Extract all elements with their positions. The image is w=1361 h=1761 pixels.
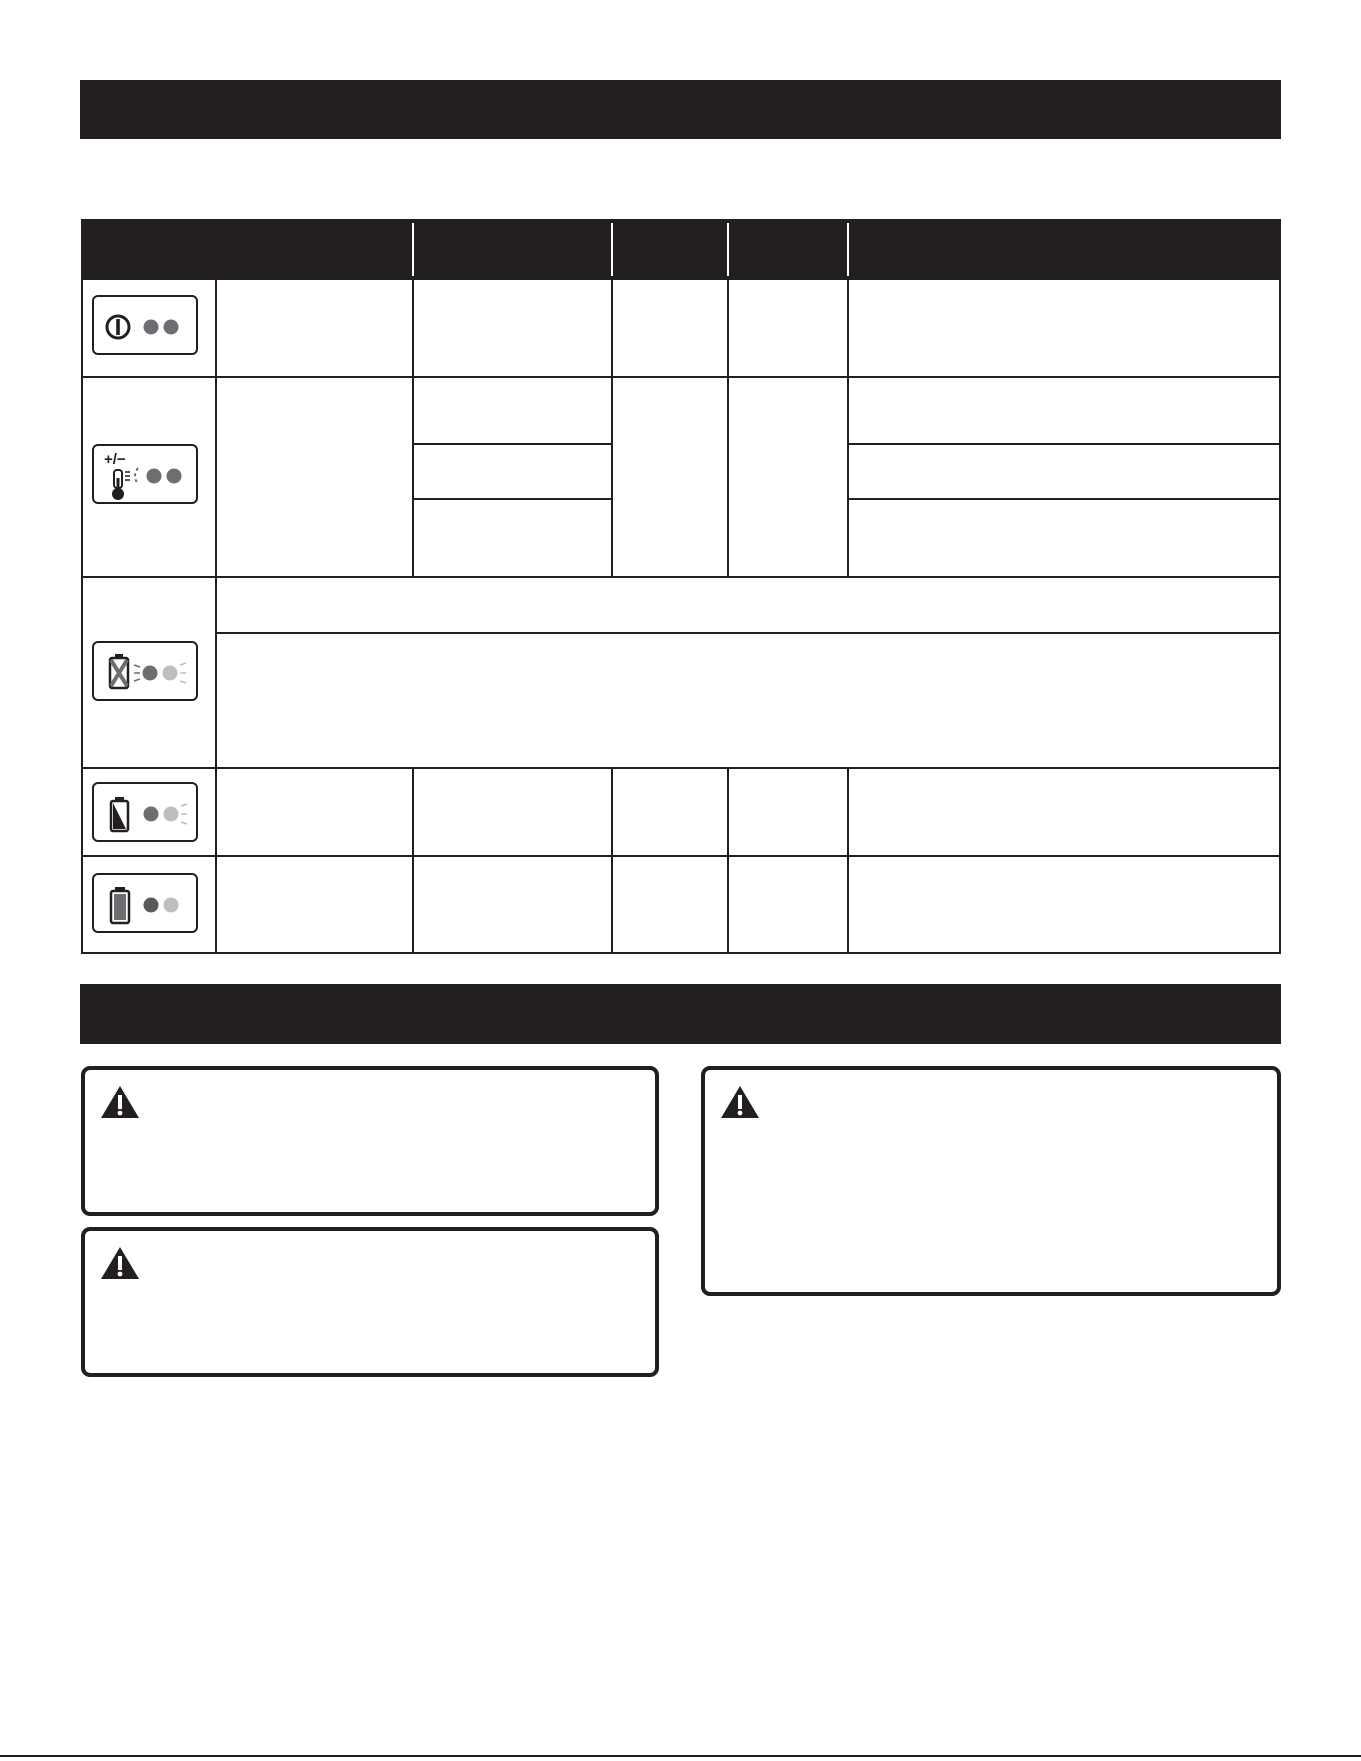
temperature-icon: [92, 444, 198, 504]
header-divider: [727, 223, 729, 276]
action-cell: [849, 769, 1279, 855]
action-cell: [849, 578, 1279, 632]
condition-cell: [217, 378, 412, 576]
header-cell: [729, 219, 847, 280]
half-battery-icon: [92, 782, 198, 842]
condition-cell: [217, 578, 412, 632]
warning-box: [81, 1066, 659, 1216]
sub-cell: [414, 378, 611, 443]
sub-cell: [414, 445, 611, 498]
action-cell: [849, 445, 1279, 498]
action-cell: [849, 857, 1279, 952]
svg-text:+/−: +/−: [104, 451, 126, 468]
warning-triangle-icon: [99, 1245, 141, 1281]
header-cell: [613, 219, 727, 280]
led-cell: [613, 578, 727, 632]
led-cell: [729, 282, 847, 376]
warning-triangle-icon: [719, 1084, 761, 1120]
sub-cell: [414, 857, 611, 952]
condition-cell: [217, 282, 412, 376]
sub-cell: [414, 500, 611, 576]
header-cell: [81, 219, 412, 280]
warning-box: [81, 1227, 659, 1377]
header-divider: [847, 223, 849, 276]
header-cell: [414, 219, 611, 280]
led-cell: [613, 282, 727, 376]
condition-cell: [217, 857, 412, 952]
led-cell: [729, 378, 847, 576]
charger-status-table: [81, 219, 1281, 954]
led-cell: [729, 578, 847, 632]
action-cell: [849, 500, 1279, 576]
warning-box: [701, 1066, 1281, 1296]
header-cell: [849, 219, 1281, 280]
header-divider: [611, 223, 613, 276]
sub-cell: [414, 769, 611, 855]
section-header-bar: [80, 984, 1281, 1044]
section-header-bar: [80, 80, 1281, 139]
led-cell: [729, 857, 847, 952]
sub-cell: [414, 282, 611, 376]
header-divider: [412, 223, 414, 276]
table-header-row: [81, 219, 1281, 280]
warning-triangle-icon: [99, 1084, 141, 1120]
action-cell: [849, 378, 1279, 443]
led-cell: [729, 769, 847, 855]
full-battery-icon: [92, 873, 198, 933]
hourglass-battery-icon: [92, 641, 198, 701]
sub-cell: [414, 578, 611, 632]
footer-rule: [0, 1755, 1361, 1757]
led-cell: [613, 769, 727, 855]
action-cell: [849, 282, 1279, 376]
led-cell: [613, 857, 727, 952]
led-cell: [613, 378, 727, 576]
condition-cell: [217, 769, 412, 855]
power-standby-icon: [92, 295, 198, 355]
note-cell: [217, 634, 1279, 767]
